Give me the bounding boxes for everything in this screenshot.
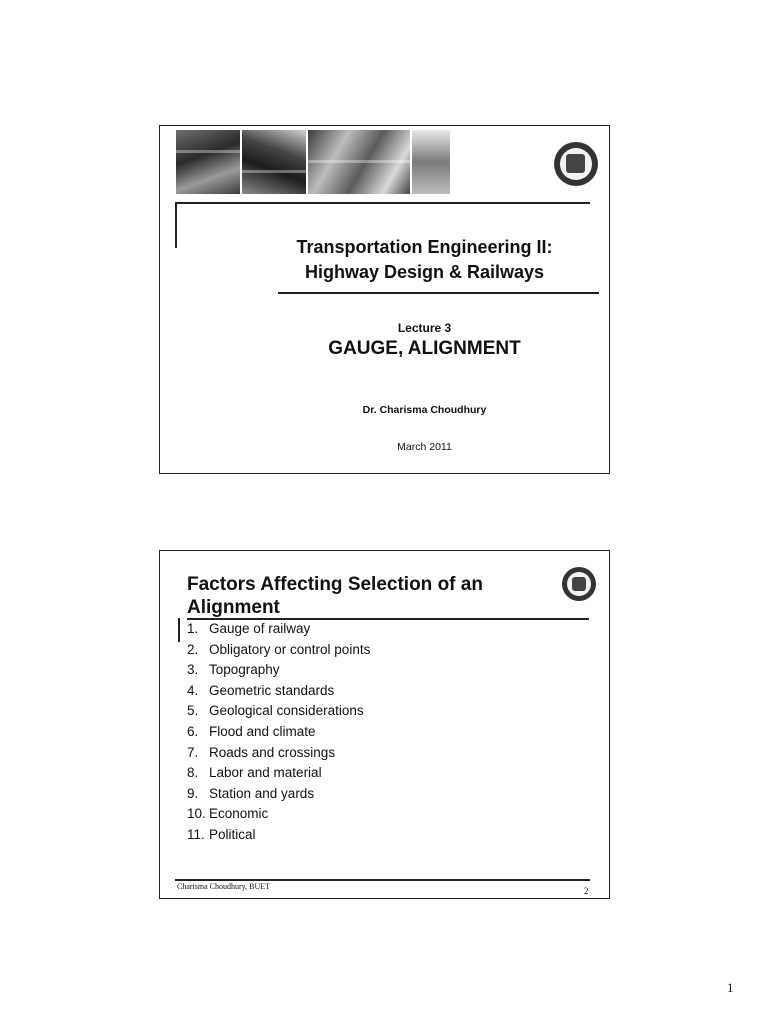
slide-footer: Charisma Choudhury, BUET [177, 882, 271, 891]
item-number: 1. [187, 621, 199, 636]
item-text: Geological considerations [209, 703, 364, 719]
footer-divider [175, 879, 590, 881]
item-text: Political [209, 826, 256, 842]
item-text: Economic [209, 806, 269, 822]
street-crowd-photo [176, 130, 240, 194]
item-number: 10. [187, 806, 206, 822]
item-number: 9. [187, 785, 199, 801]
slide-1 [159, 125, 610, 474]
course-title-line-2: Highway Design & Railways [304, 262, 545, 282]
list-item [187, 681, 370, 702]
list-item [187, 701, 370, 722]
list-item [187, 743, 370, 764]
factor-list [187, 619, 370, 846]
author-name: Dr. Charisma Choudhury [362, 404, 487, 416]
university-seal-logo [562, 567, 596, 601]
item-number: 8. [187, 765, 199, 781]
lecture-topic: GAUGE, ALIGNMENT [328, 338, 521, 359]
lecture-number: Lecture 3 [397, 321, 452, 335]
highway-traffic-photo [308, 130, 410, 194]
item-number: 11. [187, 826, 205, 842]
list-item [187, 640, 370, 661]
item-text: Flood and climate [209, 723, 316, 739]
road-sign-photo [412, 130, 450, 194]
item-text: Roads and crossings [209, 744, 336, 760]
item-number: 4. [187, 682, 199, 698]
list-item [187, 763, 370, 784]
slide-number: 2 [584, 886, 589, 896]
slide-heading: Factors Affecting Selection of an Alignment [187, 574, 483, 618]
item-text: Obligatory or control points [209, 641, 371, 657]
title-underline [278, 292, 599, 294]
item-text: Station and yards [209, 785, 315, 801]
crowded-bus-photo [242, 130, 306, 194]
item-number: 5. [187, 703, 199, 719]
list-item [187, 784, 370, 805]
page-number: 1 [727, 980, 734, 995]
course-title-line-1: Transportation Engineering II: [296, 237, 553, 257]
university-seal-logo [554, 142, 598, 186]
slide-2 [159, 550, 610, 899]
list-item [187, 804, 370, 825]
lecture-date: March 2011 [397, 441, 452, 453]
item-text: Gauge of railway [209, 621, 311, 636]
list-item [187, 722, 370, 743]
item-text: Labor and material [209, 765, 322, 781]
item-text: Topography [209, 662, 280, 678]
list-item [187, 660, 370, 681]
item-number: 3. [187, 662, 199, 678]
photo-strip [176, 130, 450, 194]
left-divider [178, 618, 180, 642]
item-number: 2. [187, 641, 199, 657]
list-item [187, 619, 370, 640]
top-divider [175, 202, 590, 204]
item-number: 6. [187, 723, 199, 739]
list-item [187, 825, 370, 846]
item-text: Geometric standards [209, 682, 335, 698]
item-number: 7. [187, 744, 199, 760]
